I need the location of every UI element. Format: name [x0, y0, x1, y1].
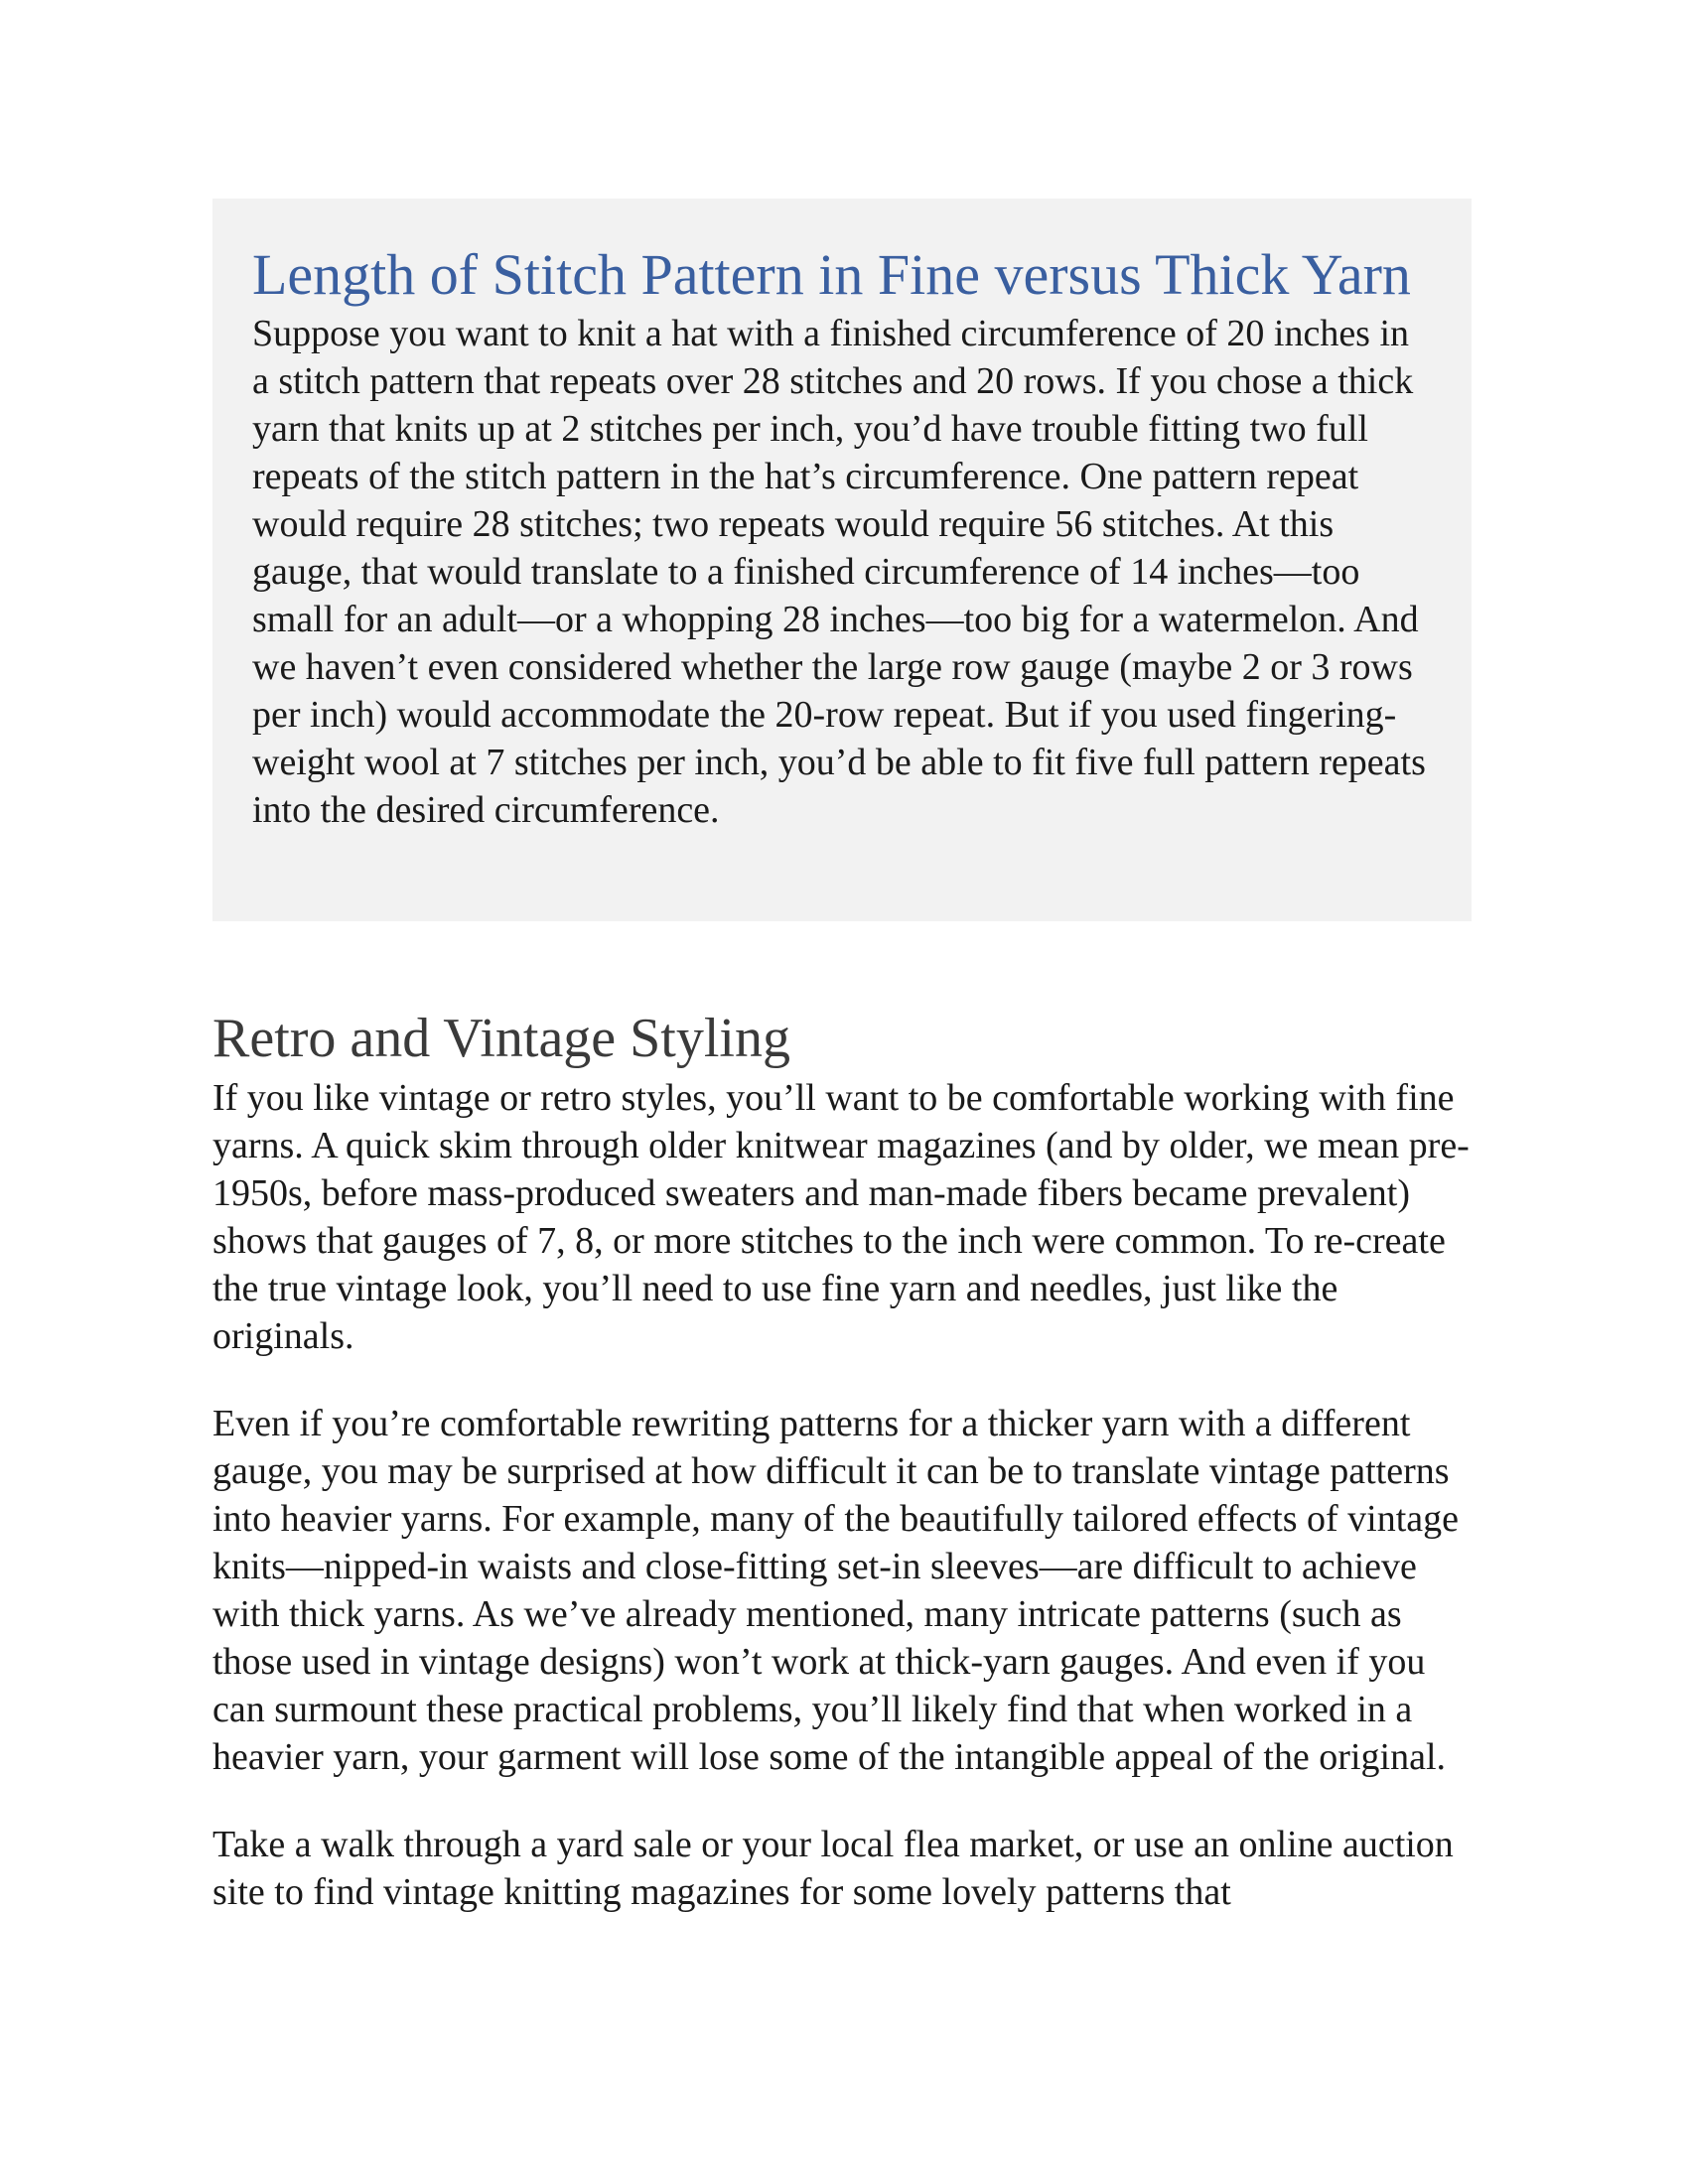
paragraph-1: If you like vintage or retro styles, you’ll want to be comfortable working with fine yarns. A quick skim through older knitwear magazines (and by older, we mean pre-1950s, before mass-produced sweaters and man-made fibers became prevalent) shows that gauges of 7, 8, or more stitches to the inch were common. To re-create the true vintage look, you’ll need to use fine yarn and needles, just like the originals.	[212, 1077, 1470, 1357]
section-retro-vintage	[212, 1003, 1483, 1956]
paragraph-2: Even if you’re comfortable rewriting patterns for a thicker yarn with a different gauge, you may be surprised at how difficult it can be to translate vintage patterns into heavier yarns. For example, many of the beautifully tailored effects of vintage knits—nipped-in waists and close-fitting set-in sleeves—are difficult to achieve with thick yarns. As we’ve already mentioned, many intricate patterns (such as those used in vintage designs) won’t work at thick-yarn gauges. And even if you can surmount these practical problems, you’ll likely find that when worked in a heavier yarn, your garment will lose some of the intangible appeal of the original.	[212, 1403, 1459, 1778]
section-title: Retro and Vintage Styling	[212, 1008, 790, 1069]
paragraph-3: Take a walk through a yard sale or your local flea market, or use an online auction site to find vintage knitting magazines for some lovely patterns that	[212, 1824, 1454, 1913]
sidebar-title: Length of Stitch Pattern in Fine versus Thick Yarn	[252, 242, 1411, 307]
sidebar-box	[212, 199, 1472, 921]
sidebar-body: Suppose you want to knit a hat with a finished circumference of 20 inches in a stitch pattern that repeats over 28 stitches and 20 rows. If you chose a thick yarn that knits up at 2 stitches per inch, you’d have trouble fitting two full repeats of the stitch pattern in the hat’s circumference. One pattern repeat would require 28 stitches; two repeats would require 56 stitches. At this gauge, that would translate to a finished circumference of 14 inches—too small for an adult—or a whopping 28 inches—too big for a watermelon. And we haven’t even considered whether the large row gauge (maybe 2 or 3 rows per inch) would accommodate the 20-row repeat. But if you used fingering-weight wool at 7 stitches per inch, you’d be able to fit five full pattern repeats into the desired circumference.	[252, 313, 1426, 831]
